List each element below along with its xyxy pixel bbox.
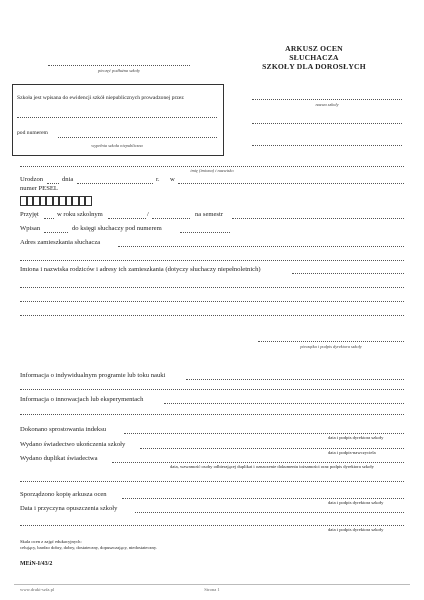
page-number: Strona 1 xyxy=(204,587,220,592)
form-title xyxy=(250,44,378,71)
registry-number-line[interactable] xyxy=(58,136,217,138)
leaving-line-1[interactable] xyxy=(135,511,404,513)
born-suffix-line[interactable] xyxy=(47,182,59,184)
year-separator: / xyxy=(147,211,149,218)
semester-label: na semestr xyxy=(195,211,224,218)
pesel-label: numer PESEL xyxy=(20,185,58,192)
parents-line-4[interactable] xyxy=(20,314,404,316)
book-label: do księgi słuchaczy pod numerem xyxy=(72,225,162,232)
day-label: dnia xyxy=(62,176,74,183)
title-line-2: SŁUCHACZA xyxy=(289,53,339,62)
parents-line-1[interactable] xyxy=(292,272,404,274)
seal-caption: pieczęć podłużna szkoły xyxy=(98,68,140,73)
parents-line-2[interactable] xyxy=(20,286,404,288)
scale-title: Skala ocen z zajęć edukacyjnych: xyxy=(20,539,82,544)
director-signature-line[interactable] xyxy=(258,340,404,342)
birth-date-line[interactable] xyxy=(77,182,153,184)
individual-program-line-1[interactable] xyxy=(186,378,404,380)
school-year-start-line[interactable] xyxy=(108,217,146,219)
registry-text: Szkoła jest wpisana do ewidencji szkół niepublicznych prowadzonej przez xyxy=(17,95,184,101)
website: www.druki-szfa.pl xyxy=(20,587,55,592)
born-label: Urodzon xyxy=(20,176,44,183)
innovations-line-2[interactable] xyxy=(20,413,404,415)
individual-program-label: Informacja o indywidualnym programie lub toku nauki xyxy=(20,372,166,379)
parents-label: Imiona i nazwiska rodziców i adresy ich zamieszkania (dotyczy słuchaczy niepełnoletnich) xyxy=(20,266,261,273)
admitted-suffix-line[interactable] xyxy=(44,217,54,219)
copy-caption: data i podpis dyrektora szkoły xyxy=(328,500,384,505)
certificate-caption: data i podpis-nawczyciela xyxy=(328,450,376,455)
title-line-1: ARKUSZ OCEN xyxy=(285,44,343,53)
scale-values: celujący, bardzo dobry, dobry, dostateczny, dopuszczający, niedostateczny. xyxy=(20,545,157,550)
student-name-line[interactable] xyxy=(20,165,404,167)
individual-program-line-2[interactable] xyxy=(20,388,404,390)
certificate-label: Wydano świadectwo ukończenia szkoły xyxy=(20,441,126,448)
entered-suffix-line[interactable] xyxy=(44,231,68,233)
student-name-caption: imię (imiona) i nazwisko xyxy=(190,168,234,173)
index-correction-line[interactable] xyxy=(124,432,404,434)
year-label: r. xyxy=(156,176,160,183)
duplicate-line[interactable] xyxy=(112,461,404,463)
school-name-line-1[interactable] xyxy=(252,98,402,100)
title-line-3: SZKOŁY DLA DOROSŁYCH xyxy=(262,62,366,71)
duplicate-line-2[interactable] xyxy=(20,480,404,482)
school-year-label: w roku szkolnym xyxy=(57,211,103,218)
parents-line-3[interactable] xyxy=(20,300,404,302)
registry-caption: wypełnia szkoła niepubliczna xyxy=(91,143,143,148)
book-number-line[interactable] xyxy=(180,231,230,233)
seal-line xyxy=(48,64,190,66)
address-label: Adres zamieszkania słuchacza xyxy=(20,239,101,246)
director-caption: pieczątka i podpis dyrektora szkoły xyxy=(300,344,362,349)
footer-divider xyxy=(14,584,410,585)
duplicate-caption: data, wzwamość osoby odbierającej duplikat i oznaczenie dokumentu tożsamości oraz podpis dyrektora szkoły xyxy=(170,464,374,469)
innovations-label: Informacja o innowacjach lub eksperymentach xyxy=(20,396,144,403)
innovations-line-1[interactable] xyxy=(164,402,404,404)
school-name-line-3[interactable] xyxy=(252,144,402,146)
school-name-line-2[interactable] xyxy=(252,122,402,124)
copy-line[interactable] xyxy=(122,497,404,499)
entered-label: Wpisan xyxy=(20,225,41,232)
address-line-1[interactable] xyxy=(118,245,404,247)
certificate-line[interactable] xyxy=(140,447,404,449)
place-label: w xyxy=(170,176,175,183)
leaving-line-2[interactable] xyxy=(20,524,404,526)
index-correction-label: Dokonano sprostowania indeksu xyxy=(20,426,107,433)
duplicate-label: Wydano duplikat świadectwa xyxy=(20,455,98,462)
leaving-label: Data i przyczyna opuszczenia szkoły xyxy=(20,505,118,512)
copy-label: Sporządzono kopię arkusza ocen xyxy=(20,491,107,498)
form-code: MEiN-I/43/2 xyxy=(20,561,53,567)
pesel-cell[interactable] xyxy=(85,196,92,206)
school-year-end-line[interactable] xyxy=(152,217,190,219)
leaving-caption: data i podpis dyrektora szkoły xyxy=(328,527,384,532)
school-name-caption: nazwa szkoły xyxy=(315,102,339,107)
admitted-label: Przyjęt xyxy=(20,211,39,218)
birth-place-line[interactable] xyxy=(178,182,404,184)
semester-line[interactable] xyxy=(232,217,404,219)
index-correction-caption: data i podpis dyrektora szkoły xyxy=(328,435,384,440)
registry-number-label: pod numerem xyxy=(17,130,48,136)
registry-line-1[interactable] xyxy=(17,116,217,118)
address-line-2[interactable] xyxy=(20,259,404,261)
